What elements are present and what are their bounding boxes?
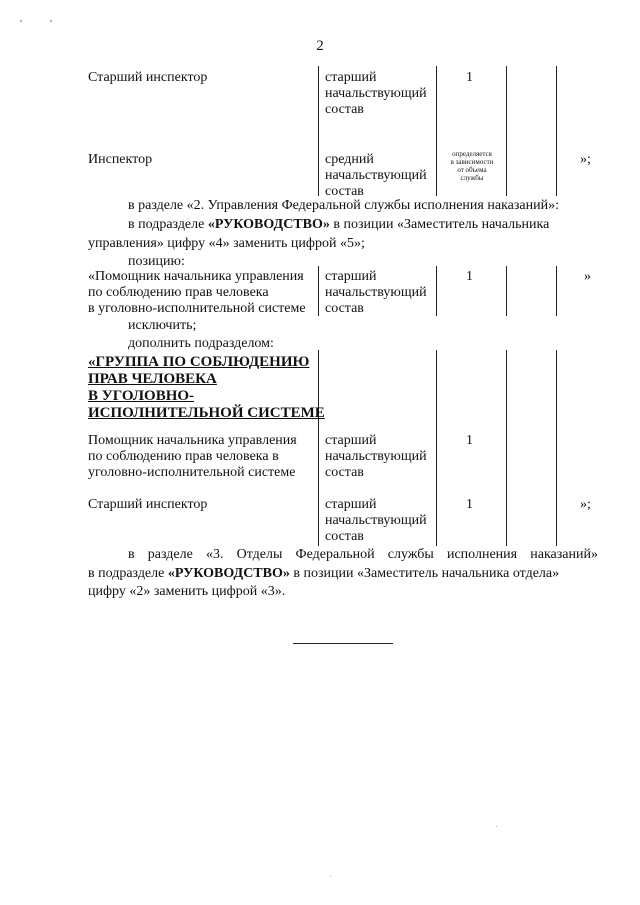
text1-line2-pre: в подразделе (128, 217, 208, 232)
table3-row1-staff-2: начальствующий (325, 449, 427, 464)
table3-heading-3: В УГОЛОВНО- (88, 388, 195, 404)
table2-staff-3: состав (325, 301, 364, 316)
text3-line2-post: в позиции «Заместитель начальника отдела» (289, 566, 560, 581)
table2-position-2: по соблюдению прав человека (88, 285, 269, 300)
table3-row1-count: 1 (466, 433, 473, 448)
table2-count: 1 (466, 269, 473, 284)
table2-position-1: «Помощник начальника управления (88, 269, 304, 284)
table2-divider-3 (506, 266, 507, 316)
table3-divider-4 (556, 350, 557, 546)
table1-divider-1 (318, 66, 319, 196)
separator-line (293, 643, 393, 644)
table3-row2-staff-2: начальствующий (325, 513, 427, 528)
scan-speck (50, 20, 52, 22)
scan-speck (20, 20, 22, 22)
table1-row2-closing: »; (580, 152, 591, 167)
scan-speck (330, 876, 331, 877)
table1-row2-count-note-1: определяется (452, 150, 492, 158)
table3-row1-position-3: уголовно-исполнительной системе (88, 465, 296, 480)
table1-row2-staff-3: состав (325, 184, 364, 199)
table1-row1-staff-1: старший (325, 70, 377, 85)
table3-row2-closing: »; (580, 497, 591, 512)
text2-add: дополнить подразделом: (128, 336, 274, 351)
text1-line3: управления» цифру «4» заменить цифрой «5»; (88, 236, 365, 251)
table1-row1-staff-3: состав (325, 102, 364, 117)
table1-row2-count-note-3: от объема (457, 166, 487, 174)
table3-row2-position: Старший инспектор (88, 497, 208, 512)
table1-row2-position: Инспектор (88, 152, 153, 167)
text2-exclude: исключить; (128, 318, 197, 333)
table3-divider-3 (506, 350, 507, 546)
table3-row2-count: 1 (466, 497, 473, 512)
table2-divider-2 (436, 266, 437, 316)
text3-line2-pre: в подразделе (88, 566, 168, 581)
table1-row2-staff-1: средний (325, 152, 374, 167)
page-number: 2 (316, 38, 324, 54)
table2-closing: » (584, 269, 591, 284)
table1-row1-position: Старший инспектор (88, 70, 208, 85)
text3-line1: в разделе «3. Отделы Федеральной службы исполнения наказаний» (128, 547, 598, 562)
text1-line2-post: в позиции «Заместитель начальника (329, 217, 550, 232)
table1-divider-4 (556, 66, 557, 196)
table1-row2-count-note-2: в зависимости (450, 158, 494, 166)
scan-speck (496, 826, 497, 827)
table3-row1-position-2: по соблюдению прав человека в (88, 449, 279, 464)
table1-divider-3 (506, 66, 507, 196)
table1-row2-staff-2: начальствующий (325, 168, 427, 183)
table3-heading-1: «ГРУППА ПО СОБЛЮДЕНИЮ (88, 354, 310, 370)
table3-heading-4: ИСПОЛНИТЕЛЬНОЙ СИСТЕМЕ (88, 405, 325, 421)
table3-row1-staff-1: старший (325, 433, 377, 448)
table3-divider-2 (436, 350, 437, 546)
text3-line2-bold: «РУКОВОДСТВО» (167, 566, 290, 581)
table2-staff-1: старший (325, 269, 377, 284)
table3-row1-position-1: Помощник начальника управления (88, 433, 297, 448)
text3-line2 (88, 564, 598, 583)
text1-line1: в разделе «2. Управления Федеральной службы исполнения наказаний»: (128, 198, 559, 213)
table3-row2-staff-3: состав (325, 529, 364, 544)
text1-line4: позицию: (128, 254, 185, 269)
text1-line2 (128, 215, 598, 234)
table3-row1-staff-3: состав (325, 465, 364, 480)
table3-row2-staff-1: старший (325, 497, 377, 512)
table2-divider-1 (318, 266, 319, 316)
table2-position-3: в уголовно-исполнительной системе (88, 301, 306, 316)
table1-divider-2 (436, 66, 437, 196)
table3-heading-2: ПРАВ ЧЕЛОВЕКА (88, 371, 217, 387)
text3-line3: цифру «2» заменить цифрой «3». (88, 584, 286, 599)
table3-divider-1 (318, 350, 319, 546)
table1-row2-count-note-4: службы (460, 174, 484, 182)
text1-line2-bold: «РУКОВОДСТВО» (207, 217, 330, 232)
table1-row1-count: 1 (466, 70, 473, 85)
table1-row1-staff-2: начальствующий (325, 86, 427, 101)
table2-divider-4 (556, 266, 557, 316)
table2-staff-2: начальствующий (325, 285, 427, 300)
